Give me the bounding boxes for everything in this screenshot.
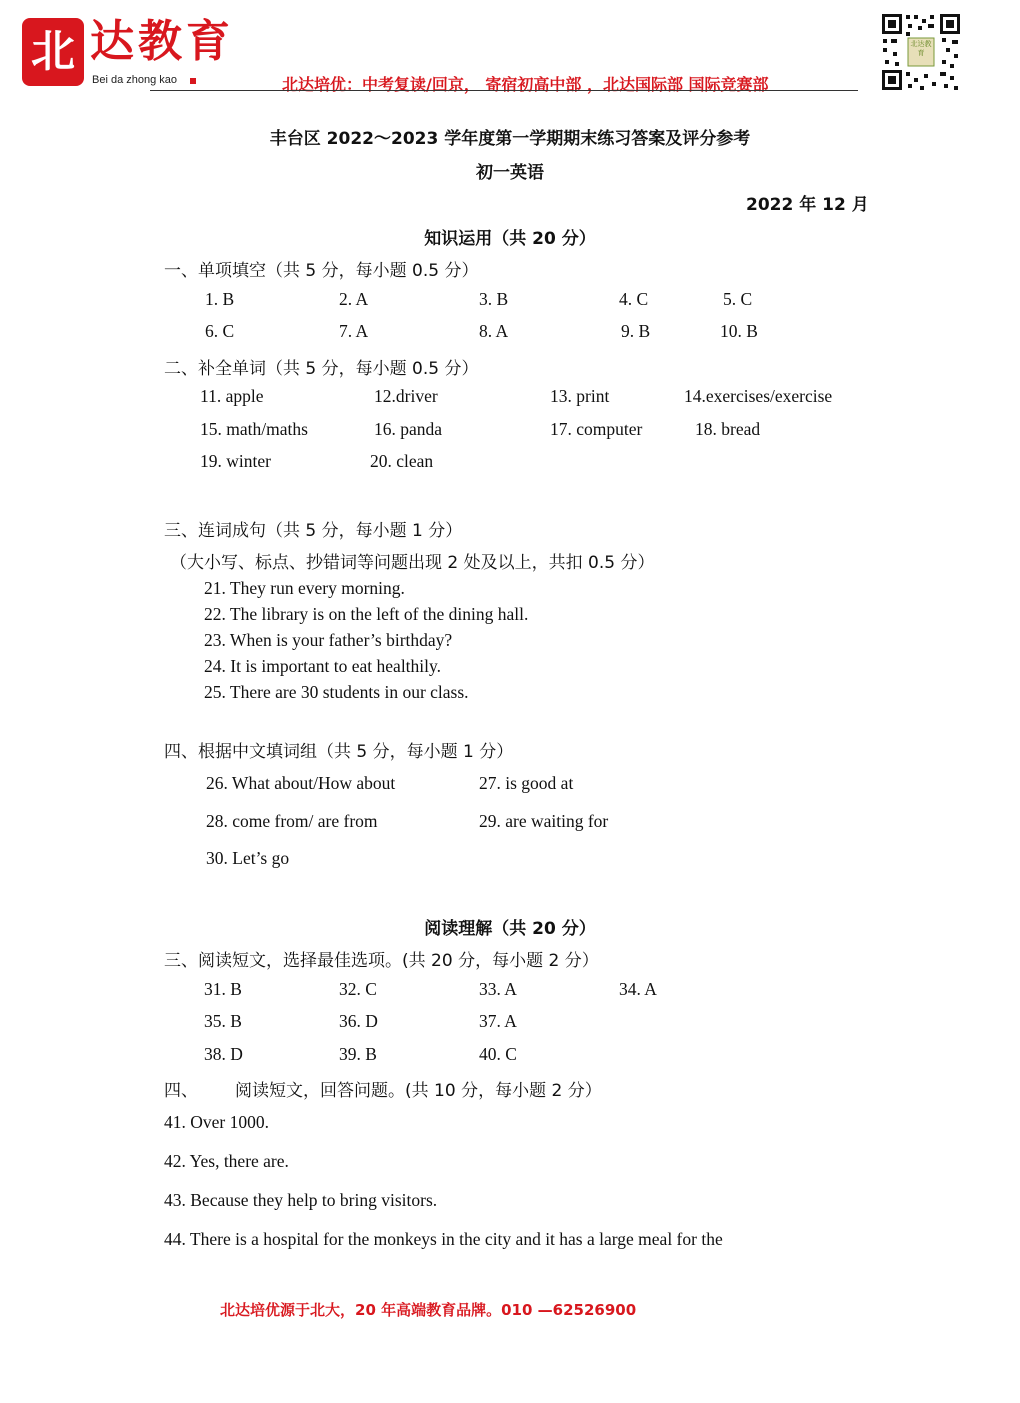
answer-item: 30. Let’s go — [206, 848, 290, 868]
answer-sentence: 44. There is a hospital for the monkeys in the city and it has a large meal for the — [164, 1229, 723, 1249]
answer-item: 5. C — [723, 289, 753, 309]
header-divider — [150, 90, 858, 91]
answer-item: 11. apple — [200, 386, 264, 406]
answer-item: 37. A — [479, 1011, 517, 1031]
logo-pinyin: Bei da zhong kao — [92, 74, 178, 86]
answer-sentence: 42. Yes, there are. — [164, 1151, 289, 1171]
footer-contact: 北达培优源于北大，20 年高端教育品牌。010 —62526900 — [220, 1301, 637, 1319]
qr-center-label: 北达教育 — [910, 40, 932, 57]
answer-item: 28. come from/ are from — [206, 811, 378, 831]
part2-heading: 阅读理解（共 20 分） — [424, 919, 596, 939]
answer-item: 27. is good at — [479, 773, 574, 793]
section2-heading: 二、补全单词（共 5 分，每小题 0.5 分） — [164, 359, 479, 379]
answer-item: 17. computer — [550, 419, 643, 439]
answer-sentence: 43. Because they help to bring visitors. — [164, 1190, 438, 1210]
section3-heading: 三、连词成句（共 5 分，每小题 1 分） — [164, 521, 463, 541]
logo-square-icon — [190, 78, 196, 84]
part1-heading: 知识运用（共 20 分） — [424, 229, 596, 249]
logo-badge — [22, 18, 84, 86]
answer-item: 12.driver — [374, 386, 438, 406]
answer-item: 7. A — [339, 321, 369, 341]
section4-heading: 四、根据中文填词组（共 5 分，每小题 1 分） — [164, 742, 514, 762]
answer-sentence: 23. When is your father’s birthday? — [204, 630, 453, 650]
answer-item: 4. C — [619, 289, 649, 309]
answer-item: 1. B — [205, 289, 235, 309]
answer-item: 32. C — [339, 979, 377, 999]
answer-sentence: 21. They run every morning. — [204, 578, 405, 598]
answer-item: 13. print — [550, 386, 610, 406]
answer-item: 14.exercises/exercise — [684, 386, 833, 406]
section1-heading: 一、单项填空（共 5 分，每小题 0.5 分） — [164, 261, 479, 281]
answer-item: 20. clean — [370, 451, 434, 471]
answer-item: 34. A — [619, 979, 657, 999]
answer-sentence: 24. It is important to eat healthily. — [204, 656, 442, 676]
doc-date: 2022 年 12 月 — [746, 195, 869, 215]
logo-char: 北 — [31, 26, 75, 77]
answer-item: 16. panda — [374, 419, 443, 439]
answer-item: 33. A — [479, 979, 517, 999]
answer-item: 10. B — [720, 321, 758, 341]
section6-number: 四、 — [164, 1081, 198, 1101]
answer-item: 40. C — [479, 1044, 517, 1064]
answer-item: 29. are waiting for — [479, 811, 609, 831]
answer-item: 19. winter — [200, 451, 271, 471]
header-slogan: 北达培优：中考复读/回京， 寄宿初高中部 ，北达国际部 国际竞赛部 — [282, 75, 769, 94]
page-title: 丰台区 2022～2023 学年度第一学期期末练习答案及评分参考 — [269, 129, 751, 149]
logo-name: 达教育 — [90, 16, 234, 67]
answer-item: 35. B — [204, 1011, 242, 1031]
section6-heading: 阅读短文，回答问题。(共 10 分，每小题 2 分） — [235, 1081, 602, 1101]
answer-sentence: 25. There are 30 students in our class. — [204, 682, 469, 702]
answer-item: 15. math/maths — [200, 419, 308, 439]
answer-item: 39. B — [339, 1044, 377, 1064]
page-subtitle: 初一英语 — [476, 163, 544, 183]
section5-heading: 三、阅读短文，选择最佳选项。(共 20 分，每小题 2 分） — [164, 951, 599, 971]
section3-note: （大小写、标点、抄错词等问题出现 2 处及以上，共扣 0.5 分） — [170, 553, 655, 573]
answer-item: 18. bread — [695, 419, 761, 439]
answer-item: 36. D — [339, 1011, 378, 1031]
answer-sentence: 22. The library is on the left of the dining hall. — [204, 604, 529, 624]
answer-item: 2. A — [339, 289, 369, 309]
answer-item: 8. A — [479, 321, 509, 341]
answer-item: 9. B — [621, 321, 651, 341]
answer-item: 3. B — [479, 289, 509, 309]
answer-item: 38. D — [204, 1044, 243, 1064]
answer-item: 6. C — [205, 321, 235, 341]
answer-item: 31. B — [204, 979, 242, 999]
answer-item: 26. What about/How about — [206, 773, 396, 793]
answer-sentence: 41. Over 1000. — [164, 1112, 269, 1132]
